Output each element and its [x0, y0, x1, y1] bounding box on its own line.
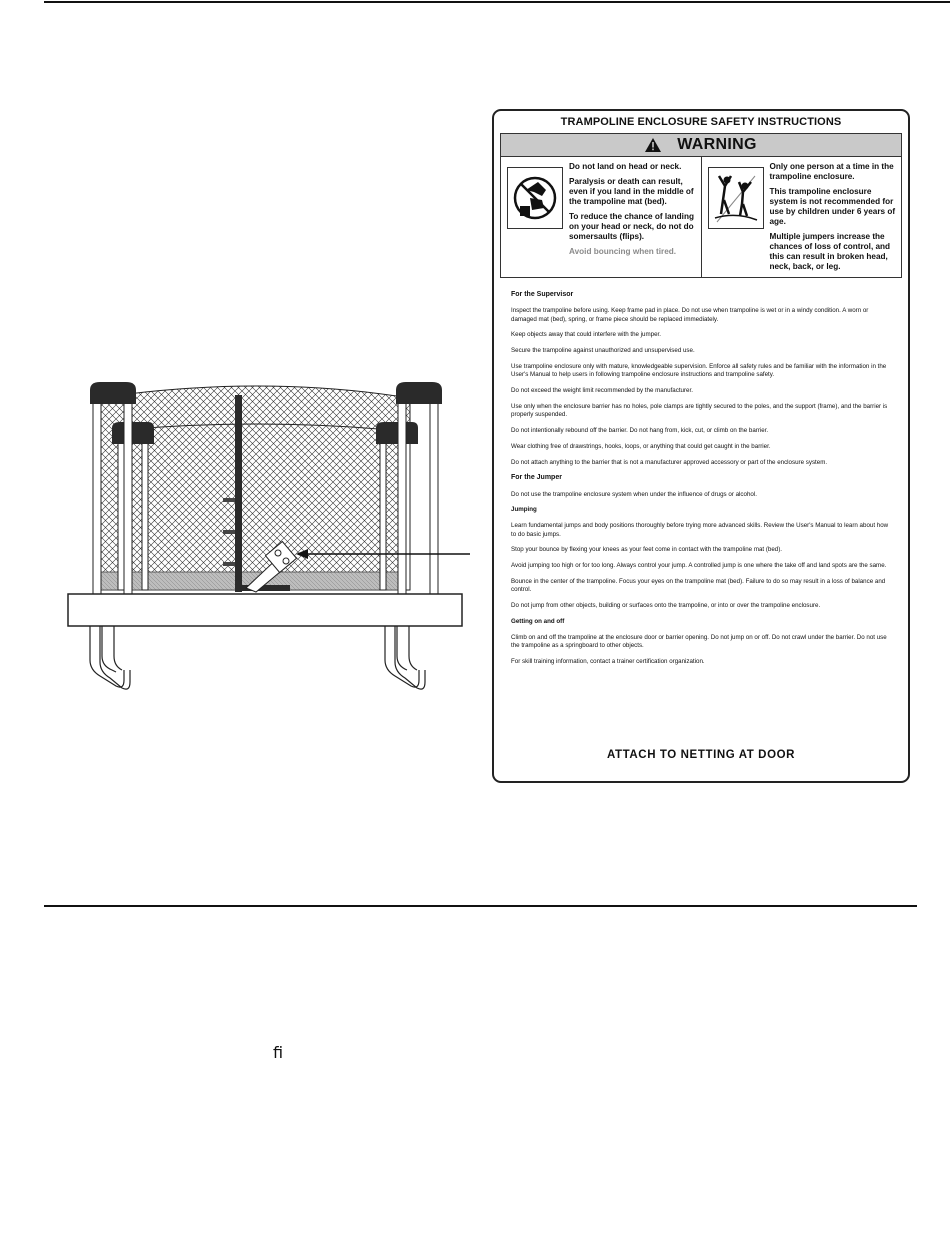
bottom-rule — [44, 905, 917, 907]
supervisor-heading: For the Supervisor — [511, 291, 574, 298]
supervisor-item: Do not attach anything to the barrier that is not a manufacturer approved accessory or part of the enclosure system. — [511, 458, 828, 466]
supervisor-item: Inspect the trampoline before using. Keep frame pad in place. Do not use when trampoline is wet or in a windy condition. A worn or damaged mat (bed), spring, or frame piece should be replaced immediately. — [511, 307, 869, 323]
getting-on-heading: Getting on and off — [511, 617, 565, 625]
warning-panel-left — [501, 157, 701, 277]
jumping-item: Bounce in the center of the trampoline. Focus your eyes on the trampoline mat (bed). Failure to do so may result in a loss of balance and control. — [511, 577, 886, 594]
label-title: TRAMPOLINE ENCLOSURE SAFETY INSTRUCTIONS — [560, 116, 842, 128]
warning-banner — [500, 133, 902, 157]
two-jumpers-icon — [708, 167, 764, 229]
panel-right-line: This trampoline enclosure system is not recommended for use by children under 6 years of age. — [769, 187, 896, 226]
panel-left-line: Paralysis or death can result, even if you land in the middle of the trampoline mat (bed). — [569, 177, 694, 206]
jumping-heading: Jumping — [511, 506, 537, 514]
warning-panel-left-text — [569, 162, 697, 262]
top-rule — [44, 1, 950, 3]
warning-panel-right-text — [770, 162, 898, 277]
panel-right-line: Multiple jumpers increase the chances of loss of control, and this can result in broken head, neck, back, or leg. — [769, 232, 891, 271]
panel-left-line: Avoid bouncing when tired. — [569, 247, 677, 256]
panel-right-line: Only one person at a time in the trampoline enclosure. — [769, 162, 894, 181]
warning-triangle-icon — [645, 138, 661, 152]
warning-panel-right — [701, 157, 902, 277]
jumping-item: Stop your bounce by flexing your knees as your feet come in contact with the trampoline mat (bed). — [511, 546, 783, 554]
panel-left-line: Do not land on head or neck. — [569, 162, 682, 171]
supervisor-item: Do not intentionally rebound off the barrier. Do not hang from, kick, cut, or climb on the barrier. — [511, 426, 769, 434]
getting-on-item: Climb on and off the trampoline at the enclosure door or barrier opening. Do not jump on or off. Do not crawl under the barrier. Do not use the trampoline as a springboard to other objects. — [511, 633, 887, 649]
supervisor-item: Secure the trampoline against unauthorized and unsupervised use. — [511, 347, 695, 355]
attach-instruction: ATTACH TO NETTING AT DOOR — [606, 749, 796, 761]
jumping-item: Do not jump from other objects, building or surfaces onto the trampoline, or into or over the trampoline enclosure. — [511, 602, 821, 610]
supervisor-item: Keep objects away that could interfere with the jumper. — [511, 331, 661, 339]
instruction-text — [511, 291, 892, 674]
supervisor-item: Use trampoline enclosure only with mature, knowledgeable supervision. Enforce all safety rules and be familiar with the information in the User's Manual to help users in following trampoline enclosure instructions and trampoline safety. — [511, 362, 887, 379]
head-landing-prohibited-icon — [507, 167, 563, 229]
jumper-heading: For the Jumper — [511, 474, 562, 482]
supervisor-item: Do not exceed the weight limit recommended by the manufacturer. — [511, 387, 693, 395]
jumper-intro: Do not use the trampoline enclosure system when under the influence of drugs or alcohol. — [511, 490, 757, 498]
getting-on-item: For skill training information, contact a trainer certification organization. — [511, 657, 705, 665]
trampoline-enclosure-illustration — [60, 370, 470, 700]
stray-glyph: ﬁ — [273, 1043, 284, 1062]
jumping-item: Learn fundamental jumps and body positions thoroughly before trying more advanced skills. Review the User's Manual to learn about how to do basic jumps. — [511, 522, 889, 538]
warning-panels — [500, 157, 902, 278]
supervisor-item: Use only when the enclosure barrier has no holes, pole clamps are tightly secured to the poles, and the support (frame), and the barrier is properly suspended. — [511, 402, 888, 419]
warning-banner-text: WARNING — [677, 136, 757, 153]
supervisor-item: Wear clothing free of drawstrings, hooks, loops, or anything that could get caught in the barrier. — [511, 442, 771, 450]
safety-label — [492, 109, 910, 783]
jumping-item: Avoid jumping too high or for too long. Always control your jump. A controlled jump is one where the take off and land spots are the same. — [511, 562, 887, 570]
panel-left-line: To reduce the chance of landing on your head or neck, do not do somersaults (flips). — [569, 212, 694, 241]
